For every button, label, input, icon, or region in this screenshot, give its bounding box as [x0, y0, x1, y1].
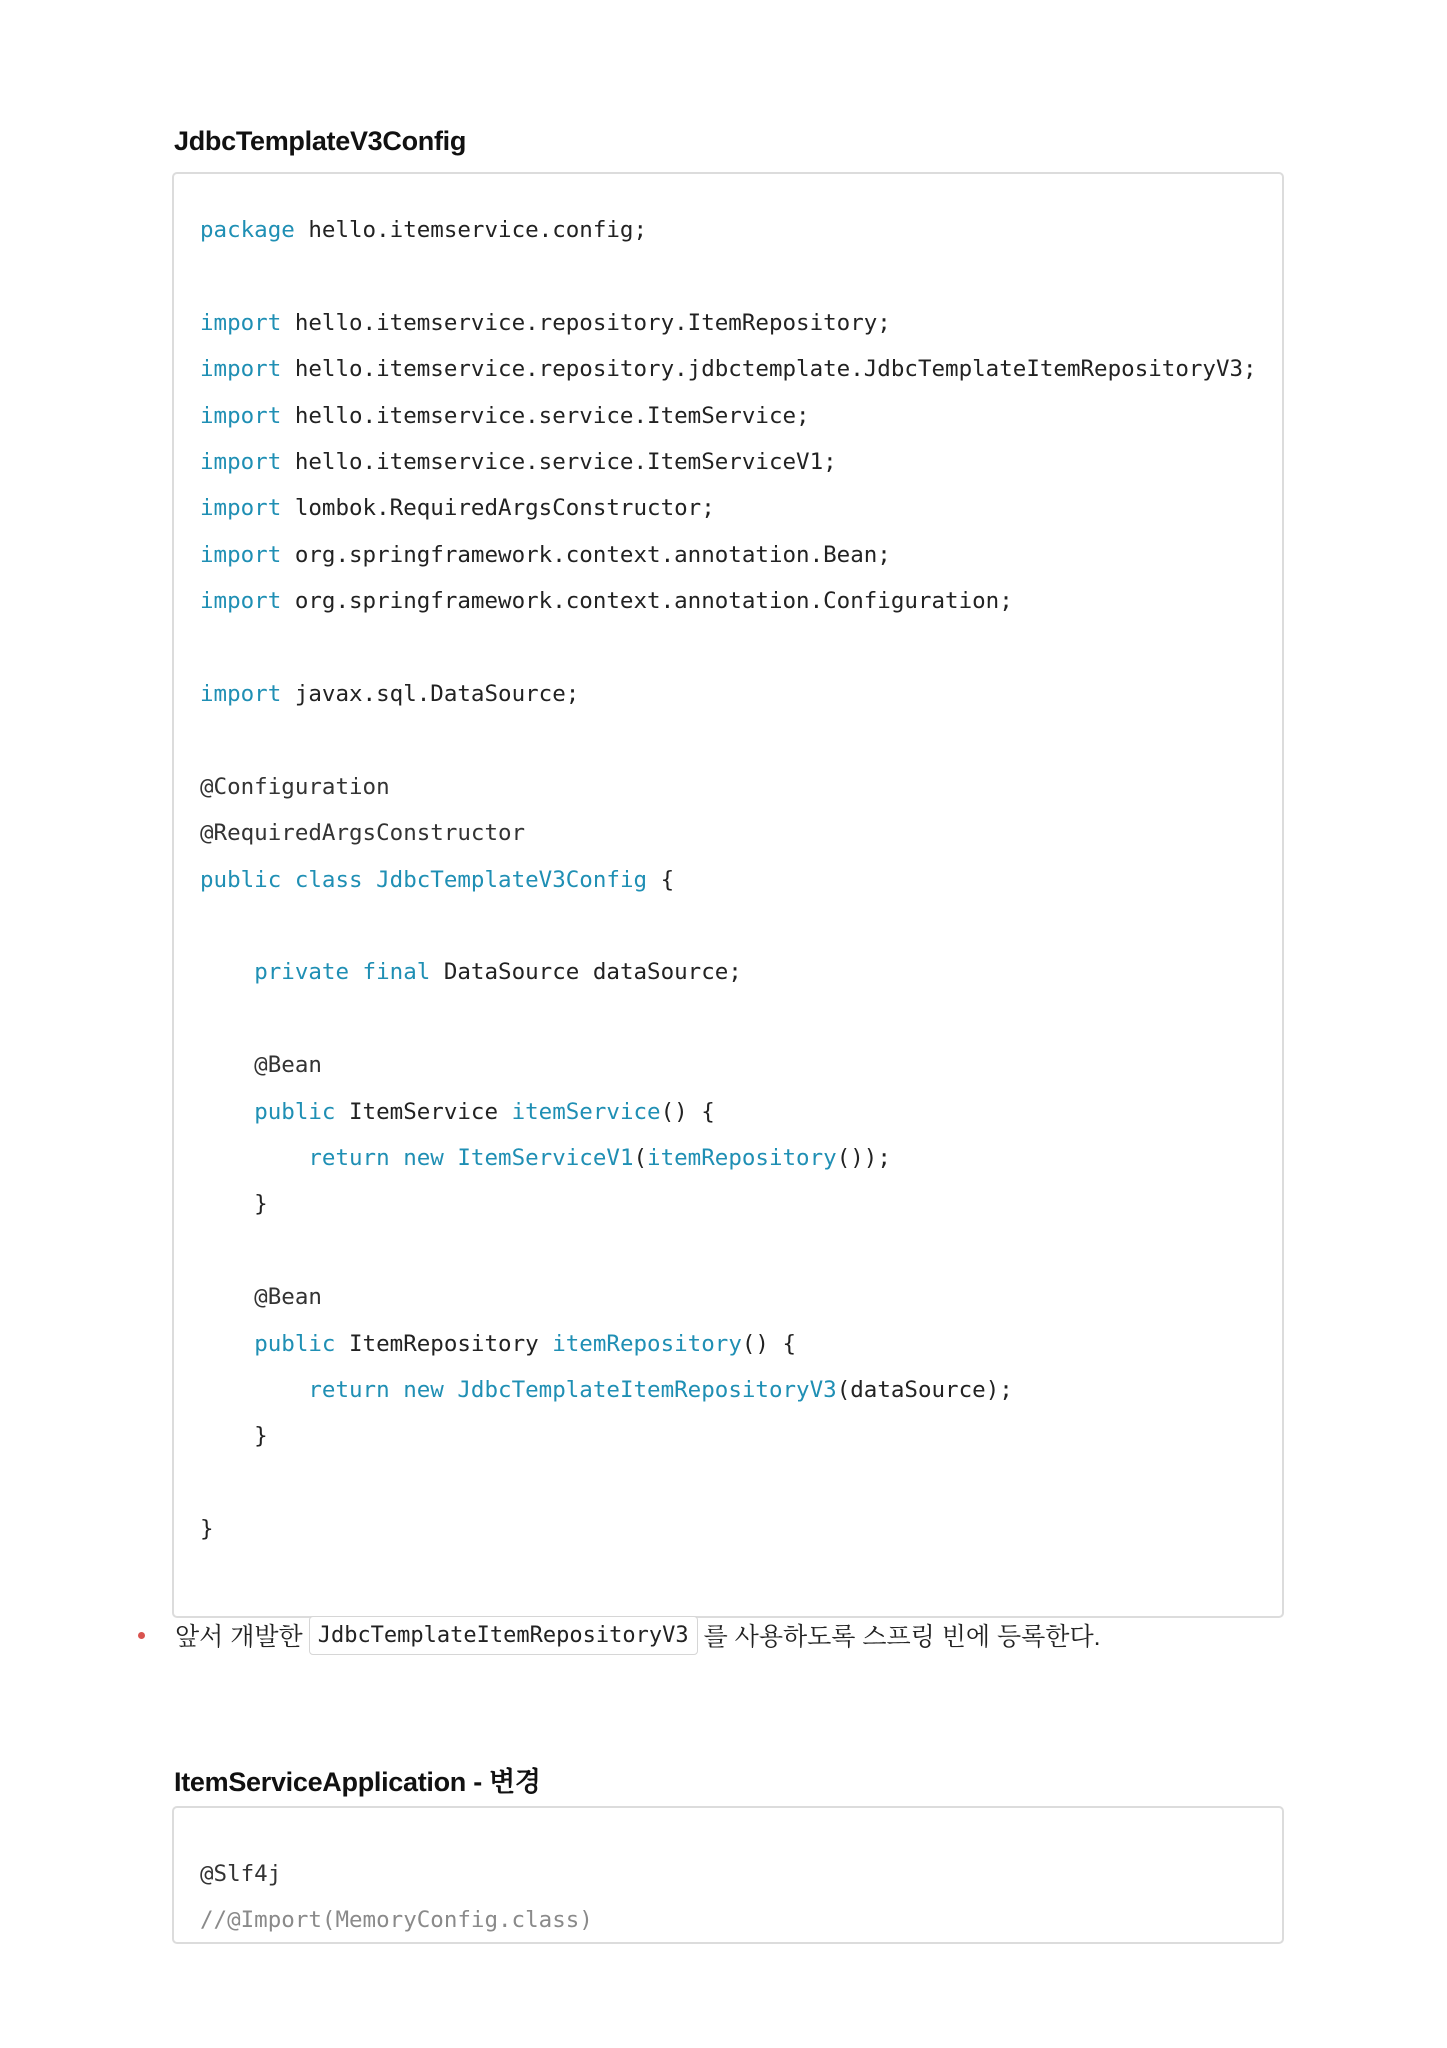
code-token: package — [200, 217, 295, 243]
code-line — [200, 1418, 268, 1454]
code-line — [200, 351, 1257, 387]
code-token: hello.itemservice.repository.jdbctemplate.JdbcTemplateItemRepositoryV3; — [281, 356, 1257, 383]
code-token: ItemServiceV1 — [457, 1145, 634, 1171]
code-token: } — [200, 1516, 214, 1543]
code-line — [200, 1140, 891, 1176]
code-token: @Slf4j — [200, 1861, 282, 1887]
section-title-item-service-app: ItemServiceApplication - 변경 — [174, 1767, 541, 1797]
code-token — [363, 867, 377, 893]
code-token: public class — [200, 866, 363, 893]
code-token: ItemRepository — [335, 1330, 553, 1357]
code-token: lombok.RequiredArgsConstructor; — [281, 495, 715, 522]
code-token: import — [200, 402, 282, 429]
code-token: { — [647, 866, 675, 893]
code-line — [200, 1186, 268, 1222]
code-line — [200, 1047, 322, 1083]
code-token: hello.itemservice.config; — [294, 217, 648, 243]
code-token: ( — [633, 1145, 648, 1171]
code-token — [200, 1331, 254, 1357]
code-line — [200, 212, 647, 248]
list-item — [136, 1612, 1101, 1658]
code-line — [200, 862, 674, 898]
code-token: @Bean — [200, 1052, 322, 1079]
code-line — [200, 1326, 796, 1362]
code-token: hello.itemservice.service.ItemService; — [281, 402, 810, 429]
code-token: } — [200, 1191, 268, 1218]
code-token: JdbcTemplateItemRepositoryV3 — [457, 1377, 837, 1403]
code-line — [200, 1372, 1013, 1408]
code-line — [200, 305, 891, 341]
code-token: itemRepository — [647, 1145, 837, 1171]
code-line — [200, 537, 891, 573]
code-token: import — [200, 449, 282, 475]
code-token: } — [200, 1423, 268, 1450]
code-token: return new — [308, 1377, 444, 1403]
code-token: import — [200, 681, 282, 707]
code-token: import — [200, 356, 282, 383]
code-token — [444, 1377, 458, 1403]
bullet-icon — [138, 1632, 145, 1639]
code-token — [200, 1377, 308, 1403]
code-token: itemService — [511, 1098, 661, 1125]
code-line — [200, 1511, 214, 1547]
code-line — [200, 1856, 281, 1892]
code-line — [200, 954, 742, 990]
code-token: import — [200, 495, 282, 522]
code-token: hello.itemservice.repository.ItemRepository; — [281, 309, 891, 336]
section-title-jdbc-config: JdbcTemplateV3Config — [174, 126, 467, 156]
code-token: import — [200, 541, 282, 568]
code-token: hello.itemservice.service.ItemServiceV1; — [281, 449, 837, 475]
code-token: () { — [741, 1330, 797, 1357]
code-line — [200, 583, 1013, 619]
code-token: return new — [308, 1145, 444, 1171]
code-token — [200, 1099, 254, 1125]
code-token: DataSource dataSource; — [430, 959, 742, 986]
code-token: @Bean — [200, 1284, 322, 1311]
code-line — [200, 676, 579, 712]
code-token: public — [254, 1098, 336, 1125]
code-token: ItemService — [335, 1098, 512, 1125]
inline-code: JdbcTemplateItemRepositoryV3 — [309, 1616, 698, 1655]
code-token: (dataSource); — [836, 1377, 1013, 1403]
code-token: @Configuration — [200, 773, 390, 800]
code-token: @RequiredArgsConstructor — [200, 820, 526, 847]
code-line — [200, 1094, 715, 1130]
code-token: public — [254, 1330, 336, 1357]
code-line — [200, 815, 525, 851]
code-token: org.springframework.context.annotation.Bean; — [281, 541, 891, 568]
code-line — [200, 398, 810, 434]
code-token: private final — [254, 959, 431, 986]
code-token: itemRepository — [552, 1330, 742, 1357]
bullet-text-before: 앞서 개발한 — [175, 1623, 303, 1651]
code-token — [200, 959, 254, 985]
code-line — [200, 490, 715, 526]
code-token: import — [200, 309, 282, 336]
code-token: javax.sql.DataSource; — [281, 681, 580, 707]
code-line — [200, 444, 837, 480]
code-token: JdbcTemplateV3Config — [376, 866, 648, 893]
code-token: org.springframework.context.annotation.Configuration; — [281, 588, 1013, 615]
code-block-item-service-app — [172, 1806, 1284, 1944]
code-line — [200, 769, 390, 805]
code-token: //@Import(MemoryConfig.class) — [200, 1907, 593, 1934]
code-line — [200, 1902, 593, 1938]
code-token — [444, 1145, 458, 1171]
code-token: () { — [660, 1098, 715, 1125]
code-token: import — [200, 588, 282, 615]
code-line — [200, 1279, 322, 1315]
code-block-jdbc-config — [172, 172, 1284, 1618]
code-token: ()); — [836, 1145, 891, 1171]
bullet-text-after: 를 사용하도록 스프링 빈에 등록한다. — [703, 1623, 1101, 1651]
code-token — [200, 1145, 308, 1171]
